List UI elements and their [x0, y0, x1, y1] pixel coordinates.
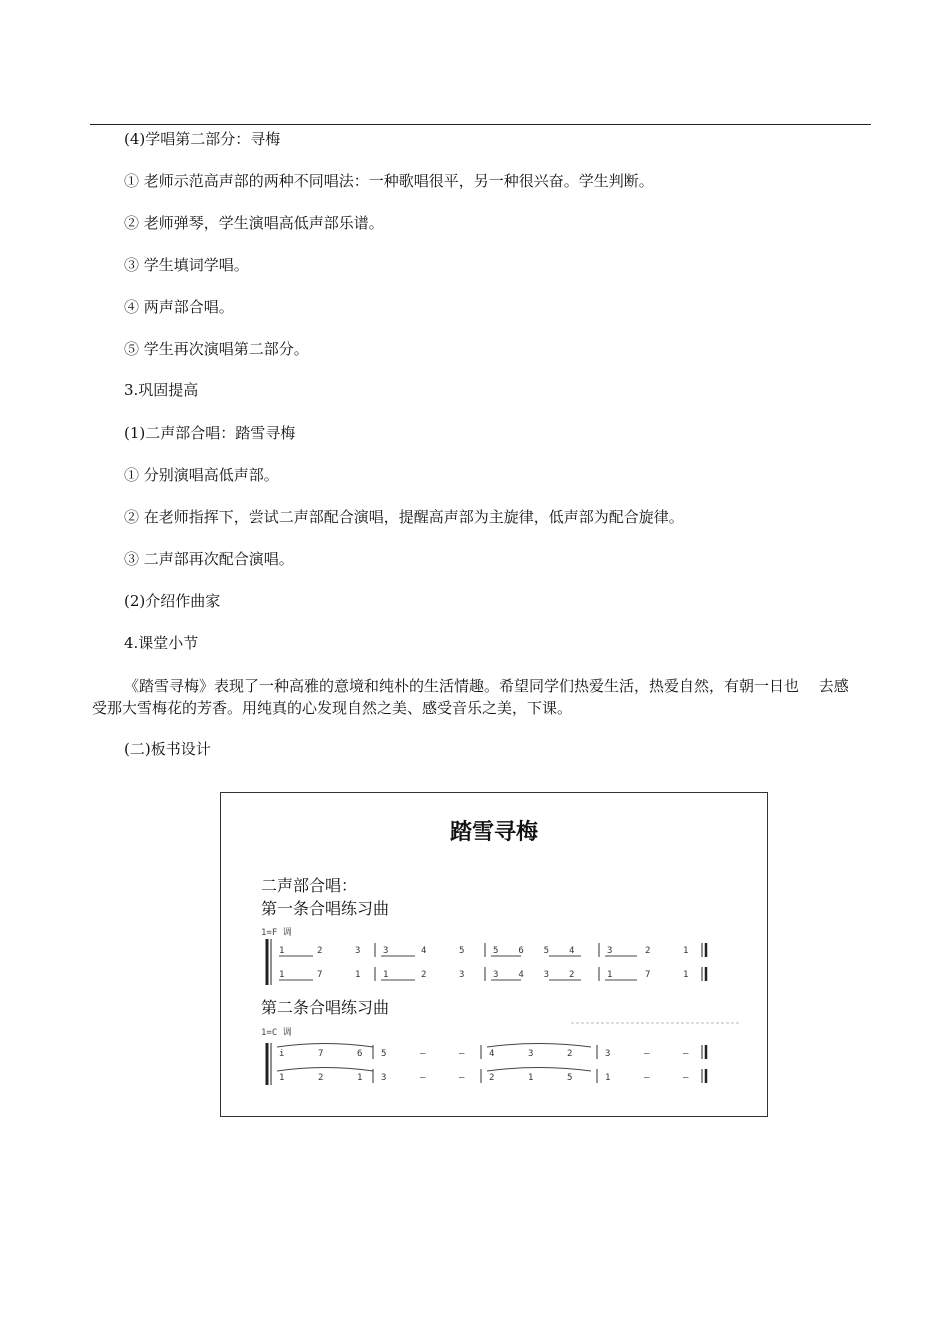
exercise2-key: 1=C 调 [261, 1028, 292, 1038]
note-upper: – [420, 1049, 426, 1059]
note-upper: 7 [318, 1049, 324, 1059]
note-upper: 3 [383, 946, 389, 956]
blackboard-design-figure [220, 792, 768, 1117]
section-heading: 3.巩固提高 [124, 381, 199, 399]
note-upper: 3 [607, 946, 613, 956]
note-upper: 5 [493, 946, 499, 956]
note-lower: 1 [357, 1073, 363, 1083]
list-item: ③ 学生填词学唱。 [124, 256, 249, 274]
note-upper: i [279, 1049, 285, 1059]
note-lower: – [459, 1073, 465, 1083]
section-heading: (2)介绍作曲家 [124, 592, 221, 610]
note-upper: – [644, 1049, 650, 1059]
note-upper: 2 [645, 946, 651, 956]
note-upper: 3 [355, 946, 361, 956]
list-item: ② 老师弹琴，学生演唱高低声部乐谱。 [124, 214, 384, 232]
note-upper: 1 [683, 946, 689, 956]
board-design-heading: (二)板书设计 [124, 740, 211, 758]
list-item: ① 老师示范高声部的两种不同唱法：一种歌唱很平，另一种很兴奋。学生判断。 [124, 172, 654, 190]
note-upper: 3 [605, 1049, 611, 1059]
note-lower: – [683, 1073, 689, 1083]
exercise1-score [265, 937, 725, 987]
note-lower: 1 [279, 1073, 285, 1083]
slur [277, 1068, 373, 1072]
board-subtitle: 二声部合唱： [261, 876, 358, 895]
note-lower: 1 [383, 970, 389, 980]
section-heading: 4.课堂小节 [124, 634, 199, 652]
list-item: ② 在老师指挥下，尝试二声部配合演唱，提醒高声部为主旋律，低声部为配合旋律。 [124, 508, 684, 526]
note-lower: 3 [381, 1073, 387, 1083]
note-upper: 5 [543, 946, 550, 956]
section-heading: (1)二声部合唱：踏雪寻梅 [124, 424, 296, 442]
list-item: ③ 二声部再次配合演唱。 [124, 550, 294, 568]
note-lower: 1 [528, 1073, 534, 1083]
header-rule [90, 124, 871, 125]
note-lower: 5 [567, 1073, 573, 1083]
summary-paragraph: 《踏雪寻梅》表现了一种高雅的意境和纯朴的生活情趣。希望同学们热爱生活，热爱自然，有朝一日也 去感受那大雪梅花的芳香。用纯真的心发现自然之美、感受音乐之美，下课。 [92, 677, 849, 717]
slur [277, 1044, 373, 1048]
section-heading: (4)学唱第二部分：寻梅 [124, 130, 281, 148]
note-lower: 2 [489, 1073, 495, 1083]
note-lower: 1 [683, 970, 689, 980]
exercise1-key: 1=F 调 [261, 928, 292, 938]
note-upper: 4 [421, 946, 427, 956]
note-upper: 1 [279, 946, 285, 956]
exercise1-label: 第一条合唱练习曲 [261, 899, 390, 918]
note-lower: 3 [459, 970, 465, 980]
slur [487, 1068, 591, 1072]
note-upper: 2 [567, 1049, 573, 1059]
note-upper: 4 [569, 946, 575, 956]
note-lower: 2 [318, 1073, 324, 1083]
list-item: ④ 两声部合唱。 [124, 298, 234, 316]
note-lower: 7 [645, 970, 651, 980]
note-lower: 1 [607, 970, 613, 980]
note-lower: 2 [421, 970, 427, 980]
list-item: ⑤ 学生再次演唱第二部分。 [124, 340, 309, 358]
exercise2-label: 第二条合唱练习曲 [261, 998, 390, 1017]
note-lower: 1 [355, 970, 361, 980]
note-lower: 1 [605, 1073, 611, 1083]
note-lower: – [644, 1073, 650, 1083]
exercise2-score [265, 1041, 725, 1087]
note-upper: – [683, 1049, 689, 1059]
board-title: 踏雪寻梅 [449, 820, 538, 845]
note-lower: 1 [279, 970, 285, 980]
note-upper: 3 [528, 1049, 534, 1059]
note-lower: 2 [569, 970, 575, 980]
note-upper: 4 [489, 1049, 495, 1059]
note-lower: – [420, 1073, 426, 1083]
note-lower: 7 [317, 970, 323, 980]
list-item: ① 分别演唱高低声部。 [124, 466, 279, 484]
note-upper: 2 [317, 946, 323, 956]
slur [487, 1044, 591, 1048]
note-upper: 6 [357, 1049, 363, 1059]
faint-rule [571, 1021, 741, 1025]
note-upper: – [459, 1049, 465, 1059]
note-lower: 4 [518, 970, 524, 980]
note-upper: 5 [381, 1049, 387, 1059]
note-upper: 6 [518, 946, 524, 956]
note-lower: 3 [543, 970, 550, 980]
note-upper: 5 [459, 946, 465, 956]
note-lower: 3 [493, 970, 499, 980]
